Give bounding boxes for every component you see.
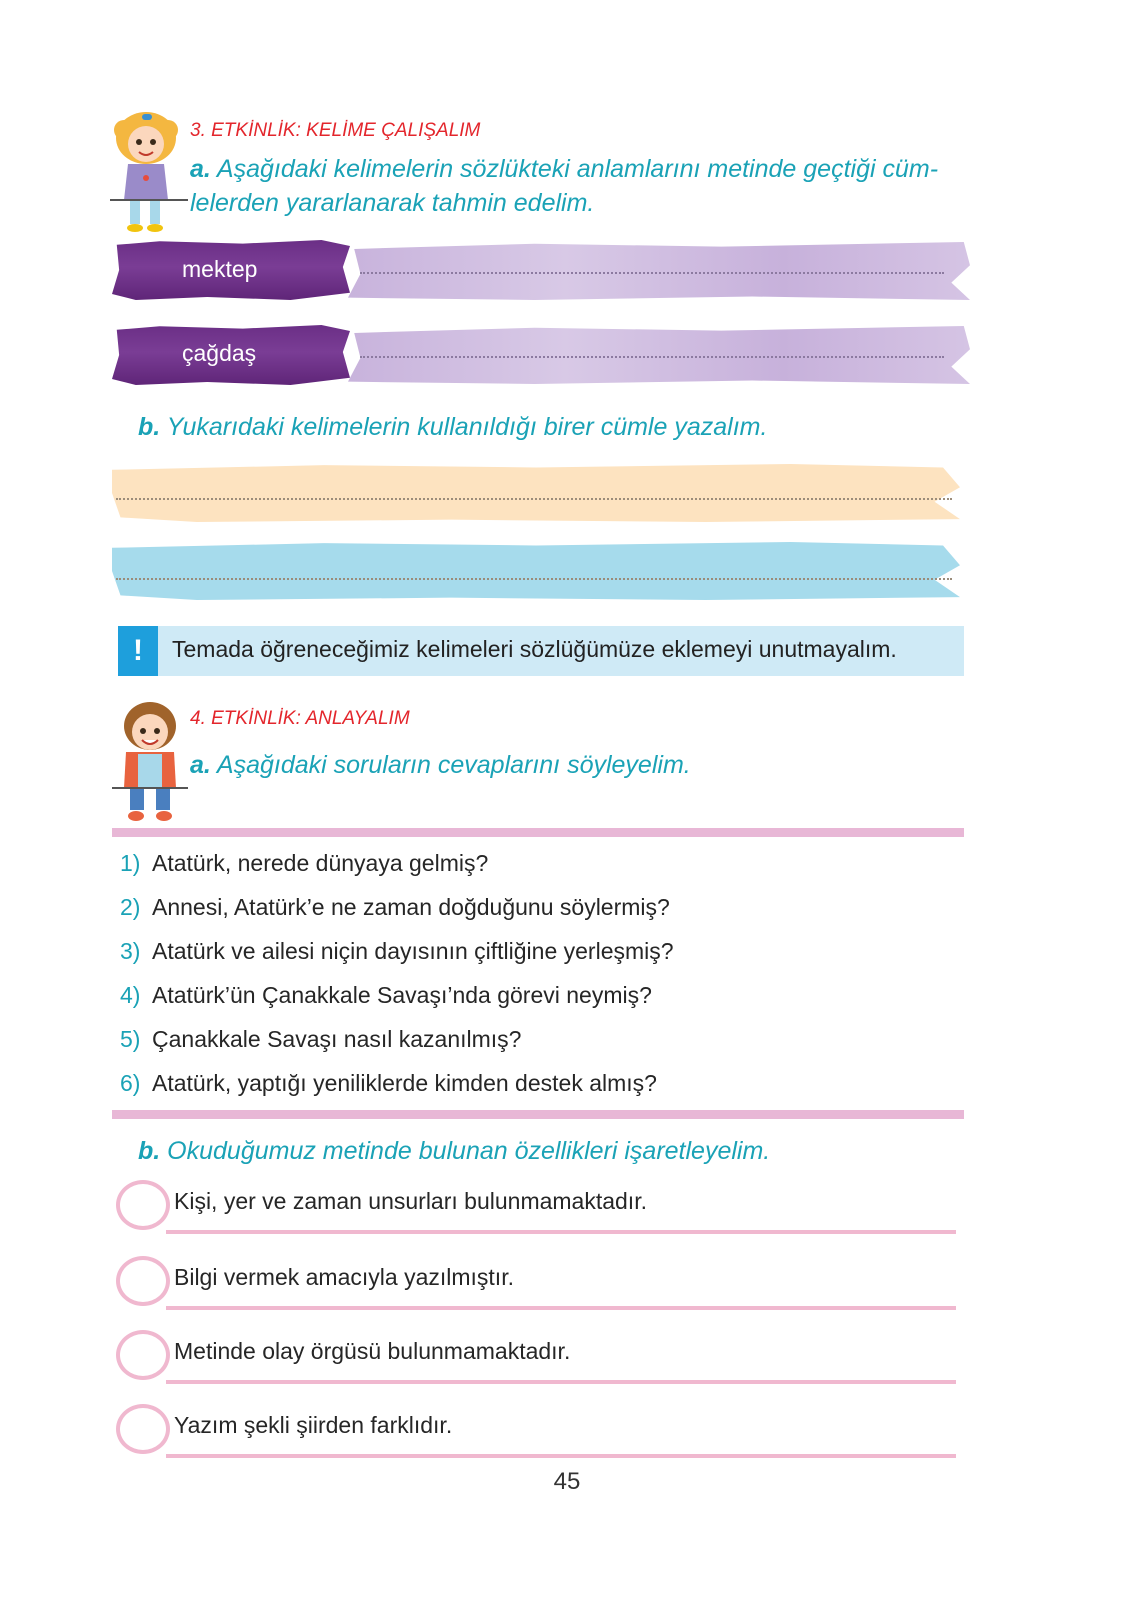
question-number: 5) bbox=[120, 1026, 141, 1052]
sentence-band-orange bbox=[112, 464, 960, 522]
check-underline bbox=[166, 1380, 956, 1384]
check-underline bbox=[166, 1230, 956, 1234]
sentence-line-1[interactable] bbox=[116, 498, 952, 500]
answer-brush-2 bbox=[348, 326, 970, 384]
question-item bbox=[120, 1026, 521, 1053]
questions-bottom-rule bbox=[112, 1110, 964, 1119]
activity4-b-text: Okuduğumuz metinde bulunan özellikleri işaretleyelim. bbox=[167, 1137, 771, 1165]
question-text: Atatürk, yaptığı yeniliklerde kimden destek almış? bbox=[152, 1070, 657, 1096]
activity3-b-instruction bbox=[138, 410, 767, 444]
activity4-a-label: a. bbox=[190, 751, 211, 779]
exclamation-icon: ! bbox=[118, 626, 158, 676]
answer-brush-1 bbox=[348, 242, 970, 300]
activity3-b-text: Yukarıdaki kelimelerin kullanıldığı birer cümle yazalım. bbox=[166, 413, 768, 441]
answer-line-mektep[interactable] bbox=[360, 272, 944, 274]
sentence-band-blue bbox=[112, 542, 960, 600]
check-item[interactable] bbox=[114, 1404, 956, 1458]
question-text: Atatürk’ün Çanakkale Savaşı’nda görevi neymiş? bbox=[152, 982, 652, 1008]
page-number: 45 bbox=[553, 1468, 581, 1495]
question-text: Atatürk, nerede dünyaya gelmiş? bbox=[152, 850, 489, 876]
check-text: Metinde olay örgüsü bulunmamaktadır. bbox=[174, 1338, 571, 1364]
activity4-a-text: Aşağıdaki soruların cevaplarını söyleyelim. bbox=[216, 751, 691, 779]
check-underline bbox=[166, 1454, 956, 1458]
checkbox-circle[interactable] bbox=[116, 1404, 170, 1454]
check-item[interactable] bbox=[114, 1256, 956, 1310]
sentence-line-2[interactable] bbox=[116, 578, 952, 580]
question-number: 6) bbox=[120, 1070, 141, 1096]
activity4-b-label: b. bbox=[138, 1137, 161, 1165]
girl-illustration bbox=[108, 108, 190, 238]
question-number: 3) bbox=[120, 938, 141, 964]
check-text: Kişi, yer ve zaman unsurları bulunmamaktadır. bbox=[174, 1188, 647, 1214]
boy-illustration bbox=[110, 698, 190, 826]
check-item[interactable] bbox=[114, 1330, 956, 1384]
question-item bbox=[120, 894, 670, 921]
answer-line-cagdas[interactable] bbox=[360, 356, 944, 358]
activity4-a-instruction bbox=[190, 748, 691, 782]
activity3-a-instruction bbox=[190, 152, 990, 220]
question-number: 2) bbox=[120, 894, 141, 920]
word-cagdas: çağdaş bbox=[182, 340, 257, 366]
check-item[interactable] bbox=[114, 1180, 956, 1234]
question-number: 1) bbox=[120, 850, 141, 876]
check-text: Yazım şekli şiirden farklıdır. bbox=[174, 1412, 453, 1438]
word-mektep: mektep bbox=[182, 256, 258, 282]
question-item bbox=[120, 982, 652, 1009]
activity3-a-text-line2: lelerden yararlanarak tahmin edelim. bbox=[190, 189, 595, 217]
activity3-a-text-line1: Aşağıdaki kelimelerin sözlükteki anlamlarını metinde geçtiği cüm- bbox=[216, 155, 939, 183]
activity3-a-label: a. bbox=[190, 155, 211, 183]
activity4-title: 4. ETKİNLİK: ANLAYALIM bbox=[190, 708, 410, 729]
checkbox-circle[interactable] bbox=[116, 1180, 170, 1230]
question-text: Annesi, Atatürk’e ne zaman doğduğunu söylermiş? bbox=[152, 894, 670, 920]
question-number: 4) bbox=[120, 982, 141, 1008]
checkbox-circle[interactable] bbox=[116, 1256, 170, 1306]
questions-top-rule bbox=[112, 828, 964, 837]
checkbox-circle[interactable] bbox=[116, 1330, 170, 1380]
question-text: Atatürk ve ailesi niçin dayısının çiftliğine yerleşmiş? bbox=[152, 938, 674, 964]
activity4-b-instruction bbox=[138, 1134, 770, 1168]
question-text: Çanakkale Savaşı nasıl kazanılmış? bbox=[152, 1026, 522, 1052]
check-text: Bilgi vermek amacıyla yazılmıştır. bbox=[174, 1264, 514, 1290]
activity3-title: 3. ETKİNLİK: KELİME ÇALIŞALIM bbox=[190, 120, 481, 141]
question-item bbox=[120, 1070, 657, 1097]
check-underline bbox=[166, 1306, 956, 1310]
question-item bbox=[120, 938, 674, 965]
question-item bbox=[120, 850, 488, 877]
note-text: Temada öğreneceğimiz kelimeleri sözlüğümüze eklemeyi unutmayalım. bbox=[172, 636, 897, 662]
activity3-b-label: b. bbox=[138, 413, 161, 441]
